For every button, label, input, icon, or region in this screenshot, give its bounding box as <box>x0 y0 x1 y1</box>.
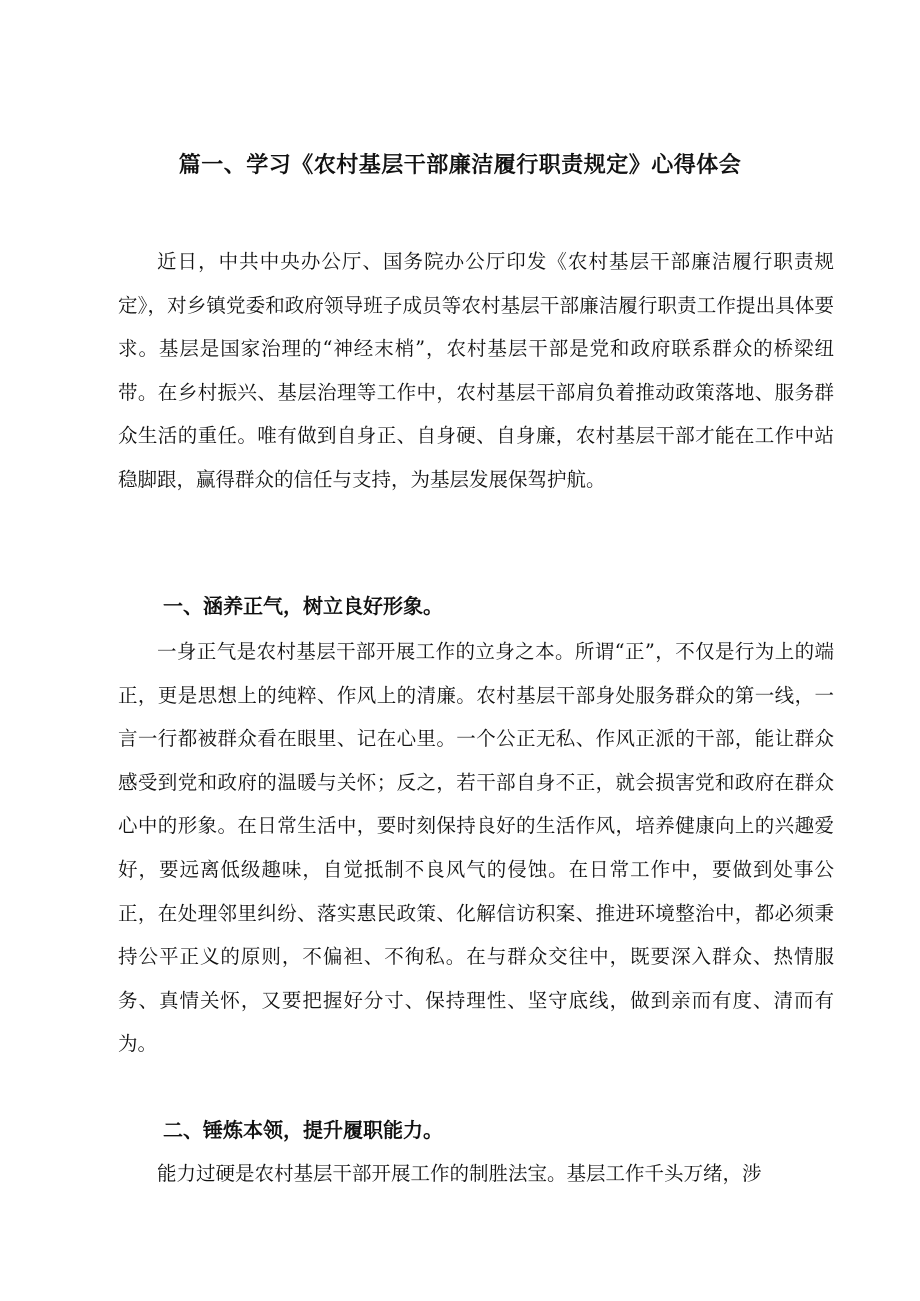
section-body-1: 一身正气是农村基层干部开展工作的立身之本。所谓“正”，不仅是行为上的端正，更是思想上的纯粹、作风上的清廉。农村基层干部身处服务群众的第一线，一言一行都被群众看在眼里、记在心里。一个公正无私、作风正派的干部，能让群众感受到党和政府的温暖与关怀；反之，若干部自身不正，就会损害党和政府在群众心中的形象。在日常生活中，要时刻保持良好的生活作风，培养健康向上的兴趣爱好，要远离低级趣味，自觉抵制不良风气的侵蚀。在日常工作中，要做到处事公正，在处理邻里纠纷、落实惠民政策、化解信访积案、推进环境整治中，都必须秉持公平正义的原则，不偏袒、不徇私。在与群众交往中，既要深入群众、热情服务、真情关怀，又要把握好分寸、保持理性、坚守底线，做到亲而有度、清而有为。 <box>118 640 834 1056</box>
section-heading-1: 一、涵养正气，树立良好形象。 <box>163 594 443 618</box>
section-heading-2: 二、锤炼本领，提升履职能力。 <box>163 1118 443 1142</box>
section-body-2: 能力过硬是农村基层干部开展工作的制胜法宝。基层工作千头万绪，涉 <box>157 1162 762 1185</box>
document-title: 篇一、学习《农村基层干部廉洁履行职责规定》心得体会 <box>178 153 742 178</box>
intro-paragraph: 近日，中共中央办公厅、国务院办公厅印发《农村基层干部廉洁履行职责规定》，对乡镇党委和政府领导班子成员等农村基层干部廉洁履行职责工作提出具体要求。基层是国家治理的“神经末梢”，农村基层干部是党和政府联系群众的桥梁纽带。在乡村振兴、基层治理等工作中，农村基层干部肩负着推动政策落地、服务群众生活的重任。唯有做到自身正、自身硬、自身廉，农村基层干部才能在工作中站稳脚跟，赢得群众的信任与支持，为基层发展保驾护航。 <box>118 250 834 491</box>
